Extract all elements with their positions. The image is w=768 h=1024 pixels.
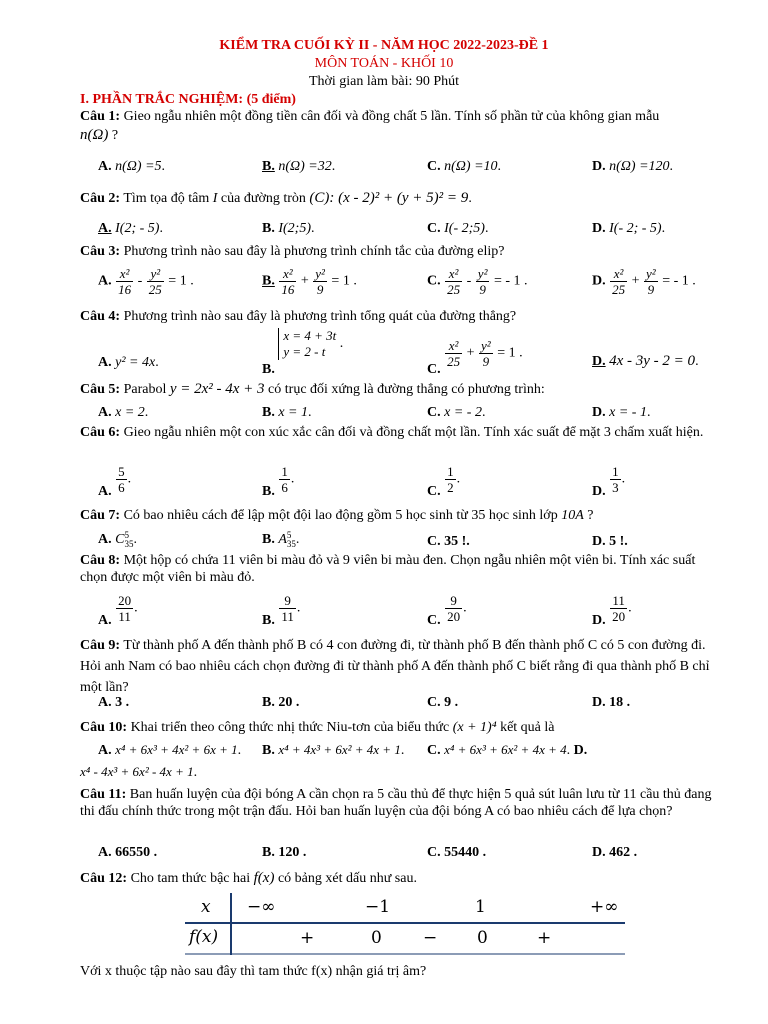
q4-option-c[interactable]: C. $\frac{\text{x²}}{25}$ + $\frac{\text{y²}}{9}$ = 1 .: [427, 338, 523, 377]
q3-option-c[interactable]: C. $\frac{\text{x²}}{25}$ - $\frac{\text{y²}}{9}$ = - 1 .: [427, 266, 528, 297]
q5-option-c[interactable]: C. x = - 2.: [427, 405, 486, 420]
table-zero-2: 0: [477, 928, 488, 948]
q1-option-a[interactable]: A. n(Ω) =5.: [98, 159, 166, 174]
table-x-label: x: [201, 897, 211, 917]
q10-option-a[interactable]: A. x⁴ + 6x³ + 4x² + 6x + 1.: [98, 742, 242, 758]
q9-option-b[interactable]: B. 20 .: [262, 695, 300, 710]
q-text: Gieo ngẫu nhiên một đồng tiền cân đối và đồng chất 5 lần. Tính số phần tử của không gian mẫu: [123, 109, 660, 124]
question-2: Câu 2: Tìm tọa độ tâm I của đường tròn (C): (x - 2)² + (y + 5)² = 9.: [80, 190, 472, 206]
question-4: Câu 4: Phương trình nào sau đây là phương trình tổng quát của đường thẳng?: [80, 309, 517, 324]
q11-option-b[interactable]: B. 120 .: [262, 845, 307, 860]
q3-option-a[interactable]: A. $\frac{\text{x²}}{16}$ - $\frac{\text{y²}}{25}$ = 1 .: [98, 266, 194, 297]
circle-equation: (C): (x - 2)² + (y + 5)² = 9: [309, 190, 469, 206]
q2-option-b[interactable]: B. I(2;5).: [262, 221, 315, 236]
subject-line: MÔN TOÁN - KHỐI 10: [314, 56, 454, 71]
question-5: Câu 5: Parabol y = 2x² - 4x + 3 có trục đối xứng là đường thẳng có phương trình:: [80, 381, 545, 397]
q2-option-d[interactable]: D. I(- 2; - 5).: [592, 221, 666, 236]
q10-option-c[interactable]: C. x⁴ + 6x³ + 6x² + 4x + 4. D.: [427, 742, 588, 758]
q11-option-c[interactable]: C. 55440 .: [427, 845, 487, 860]
q1-option-b[interactable]: B. n(Ω) =32.: [262, 159, 336, 174]
question-11: Câu 11: Ban huấn luyện của đội bóng A cần chọn ra 5 cầu thủ để thực hiện 5 quả sút luân lưu từ 11 cầu thủ đang thi đấu chính thức trong một trận đấu. Hỏi ban huấn luyện của đội bóng A có bao nhiêu cách để lựa chọn?: [80, 787, 712, 819]
q2-option-c[interactable]: C. I(- 2;5).: [427, 221, 489, 236]
question-12: Câu 12: Cho tam thức bậc hai f(x) có bảng xét dấu như sau.: [80, 870, 417, 886]
table-sign-1: +: [300, 928, 315, 948]
section-heading: I. PHẦN TRẮC NGHIỆM: (5 điểm): [80, 92, 296, 107]
q3-option-b[interactable]: B. $\frac{\text{x²}}{16}$ + $\frac{\text{y²}}{9}$ = 1 .: [262, 266, 357, 297]
q6-option-a[interactable]: A. $\frac{5}{6}$ .: [98, 464, 132, 499]
question-12-tail: Với x thuộc tập nào sau đây thì tam thức f(x) nhận giá trị âm?: [80, 964, 427, 979]
q4-option-b[interactable]: B. x = 4 + 3t y = 2 - t .: [262, 328, 344, 378]
question-10: Câu 10: Khai triển theo công thức nhị thức Niu-tơn của biểu thức (x + 1)⁴ kết quả là: [80, 720, 555, 735]
q7-option-c[interactable]: C. 35 !.: [427, 534, 470, 549]
q4-option-d[interactable]: D. 4x - 3y - 2 = 0.: [592, 353, 699, 369]
q6-option-b[interactable]: B. $\frac{1}{6}$ .: [262, 464, 295, 499]
q5-option-a[interactable]: A. x = 2.: [98, 405, 149, 420]
question-7: Câu 7: Có bao nhiêu cách để lập một đội lao động gồm 5 học sinh từ 35 học sinh lớp 10A ?: [80, 508, 594, 523]
question-6: Câu 6: Gieo ngẫu nhiên một con xúc xắc cân đối và đồng chất một lần. Tính xác suất để mặt 3 chấm xuất hiện.: [80, 425, 704, 440]
q-number: Câu 1:: [80, 109, 121, 124]
q8-option-a[interactable]: A. $\frac{20}{11}$ .: [98, 593, 138, 628]
table-fx-label: f(x): [189, 927, 219, 947]
q1-option-c[interactable]: C. n(Ω) =10.: [427, 159, 502, 174]
q11-option-d[interactable]: D. 462 .: [592, 845, 638, 860]
q10-option-d[interactable]: x⁴ - 4x³ + 6x² - 4x + 1.: [80, 764, 198, 780]
q5-option-d[interactable]: D. x = - 1.: [592, 405, 651, 420]
table-sign-3: +: [537, 928, 552, 948]
table-root-1: −1: [365, 897, 391, 917]
table-zero-1: 0: [371, 928, 382, 948]
q9-option-c[interactable]: C. 9 .: [427, 695, 459, 710]
parabol-equation: y = 2x² - 4x + 3: [169, 381, 265, 397]
table-root-2: 1: [475, 897, 486, 917]
question-9: Câu 9: Từ thành phố A đến thành phố B có 4 con đường đi, từ thành phố B đến thành phố C có 5 con đường đi. Hỏi anh Nam có bao nhiêu cách chọn đường đi từ thành phố A đến thành phố C biết rằng đi qua thành phố B chỉ một lần?: [80, 638, 710, 695]
q8-option-c[interactable]: C. $\frac{9}{20}$ .: [427, 593, 467, 628]
question-1: [80, 108, 720, 125]
q6-option-d[interactable]: D. $\frac{1}{3}$ .: [592, 464, 626, 499]
question-1-tail: [80, 127, 720, 144]
q7-option-d[interactable]: D. 5 !.: [592, 534, 628, 549]
q5-option-b[interactable]: B. x = 1.: [262, 405, 312, 420]
q-end: ?: [111, 128, 119, 143]
q10-option-b[interactable]: B. x⁴ + 4x³ + 6x² + 4x + 1.: [262, 742, 405, 758]
q4-option-a[interactable]: A. y² = 4x.: [98, 355, 159, 370]
sign-table: [185, 893, 625, 955]
q11-option-a[interactable]: A. 66550 .: [98, 845, 158, 860]
q8-option-b[interactable]: B. $\frac{9}{11}$ .: [262, 593, 301, 628]
q2-option-a[interactable]: A. I(2; - 5).: [98, 221, 163, 236]
question-8: Câu 8: Một hộp có chứa 11 viên bi màu đỏ và 9 viên bi màu đen. Chọn ngẫu nhiên một viên bi. Tính xác suất chọn được một viên bi màu đỏ.: [80, 553, 696, 585]
q1-option-d[interactable]: D. n(Ω) =120.: [592, 159, 674, 174]
table-neg-infinity: −∞: [247, 897, 276, 917]
q3-option-d[interactable]: D. $\frac{\text{x²}}{25}$ + $\frac{\text{y²}}{9}$ = - 1 .: [592, 266, 696, 297]
q7-option-a[interactable]: A. C5 35.: [98, 530, 137, 549]
q7-option-b[interactable]: B. A5 35.: [262, 530, 300, 549]
exam-title: KIỂM TRA CUỐI KỲ II - NĂM HỌC 2022-2023-ĐỀ 1: [219, 38, 549, 53]
q9-option-d[interactable]: D. 18 .: [592, 695, 631, 710]
q6-option-c[interactable]: C. $\frac{1}{2}$ .: [427, 464, 461, 499]
q8-option-d[interactable]: D. $\frac{11}{20}$ .: [592, 593, 632, 628]
sample-space: n(Ω): [80, 127, 109, 143]
table-pos-infinity: +∞: [590, 897, 619, 917]
table-sign-2: −: [423, 928, 438, 948]
time-line: Thời gian làm bài: 90 Phút: [308, 74, 460, 89]
question-3: Câu 3: Phương trình nào sau đây là phương trình chính tắc của đường elip?: [80, 244, 505, 259]
q9-option-a[interactable]: A. 3 .: [98, 695, 130, 710]
